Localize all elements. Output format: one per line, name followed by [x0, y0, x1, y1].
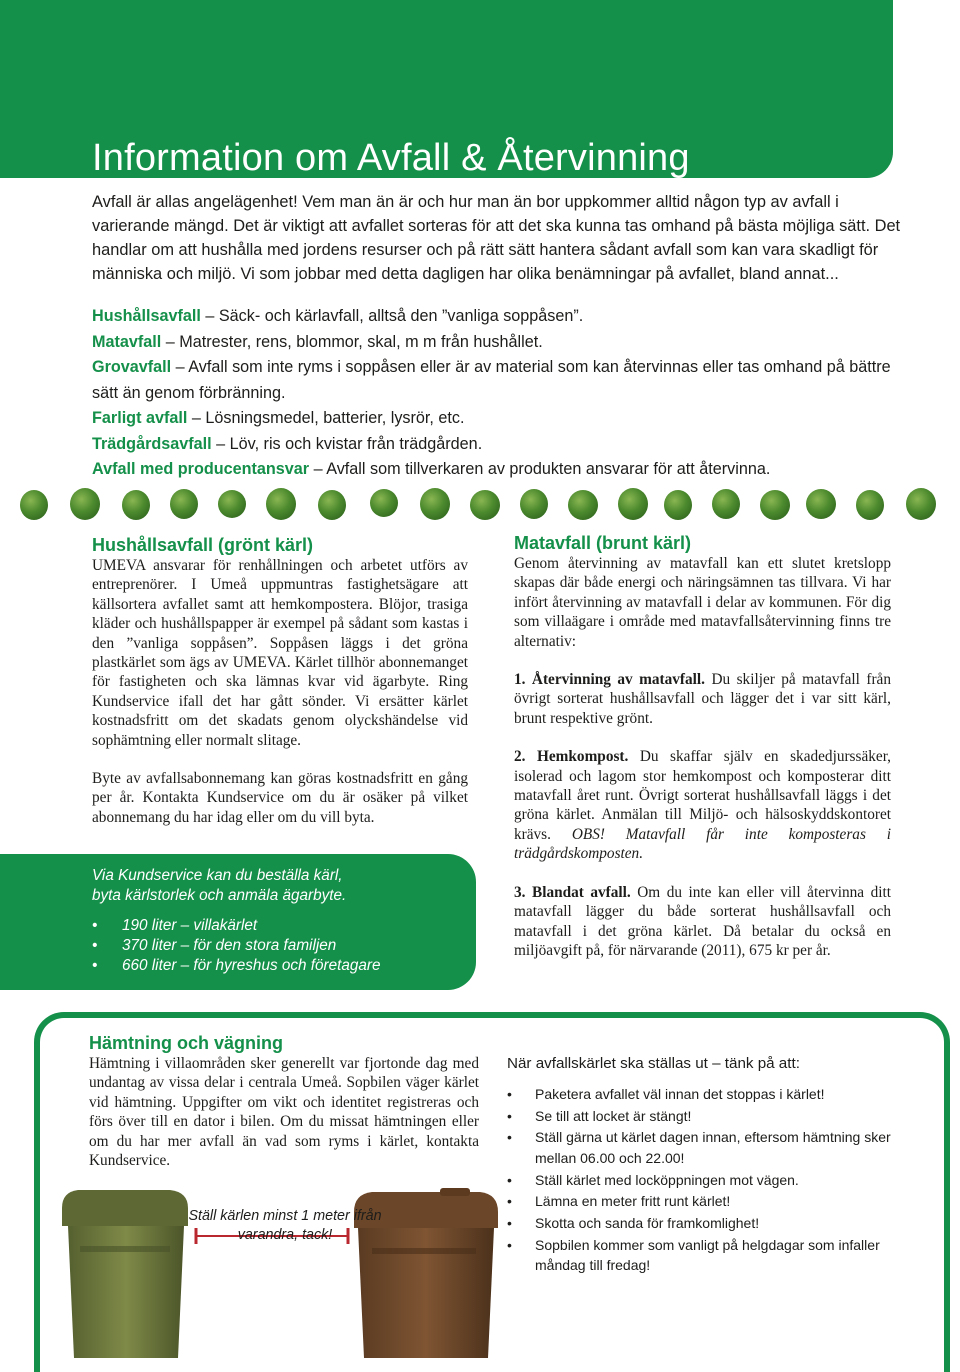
bin-caption-line: Ställ kärlen minst 1 meter ifrån: [188, 1208, 382, 1224]
alternative-note: OBS! Matavfall får inte komposteras i trädgårdskomposten.: [514, 825, 891, 863]
page-title: Information om Avfall & Återvinning: [92, 137, 690, 180]
leaf-dot-icon: [664, 490, 692, 520]
category-term: Avfall med producentansvar: [92, 460, 310, 478]
bin-caption-line: varandra, tack!: [237, 1227, 333, 1243]
alternative-title: 3. Blandat avfall.: [514, 883, 631, 901]
curb-tip: • Lämna en meter fritt runt kärlet!: [507, 1191, 900, 1212]
leaf-dot-icon: [760, 490, 790, 520]
leaf-dot-icon: [906, 488, 936, 520]
category-description: – Matrester, rens, blommor, skal, m m från hushållet.: [161, 332, 543, 351]
collection-heading: Hämtning och vägning: [89, 1033, 284, 1053]
order-intro: [92, 866, 422, 906]
leaf-dot-icon: [122, 490, 150, 520]
collection-section: [89, 1032, 479, 1170]
bin-size-list: [92, 916, 381, 976]
category-item: [92, 457, 907, 483]
category-term: Grovavfall: [92, 358, 172, 376]
leaf-dot-icon: [568, 490, 598, 520]
order-intro-line: Via Kundservice kan du beställa kärl,: [92, 867, 343, 884]
food-alternative-2: [514, 747, 891, 863]
leaf-dot-icon: [370, 489, 398, 517]
household-waste-section: [92, 534, 468, 827]
curb-tips-section: [507, 1054, 900, 1277]
household-heading: Hushållsavfall (grönt kärl): [92, 535, 314, 555]
curb-heading: När avfallskärlet ska ställas ut – tänk på att:: [507, 1055, 800, 1072]
waste-category-list: [92, 304, 907, 483]
category-item: [92, 304, 907, 330]
category-description: – Säck- och kärlavfall, alltså den ”vanliga soppåsen”.: [200, 307, 584, 325]
green-bin-icon: [62, 1190, 188, 1358]
curb-tip: • Ställ gärna ut kärlet dagen innan, eftersom hämtning sker mellan 06.00 och 22.00!: [507, 1127, 900, 1168]
alternative-title: 1. Återvinning av matavfall.: [514, 671, 705, 689]
category-description: – Lösningsmedel, batterier, lysrör, etc.: [187, 409, 465, 427]
leaf-dot-icon: [856, 490, 884, 520]
order-intro-line: byta kärlstorlek och anmäla ägarbyte.: [92, 887, 347, 904]
leaf-dot-icon: [266, 488, 296, 520]
bin-size-item: • 190 liter – villakärlet: [92, 916, 381, 936]
curb-tip: • Sopbilen kommer som vanligt på helgdagar som infaller måndag till fredag!: [507, 1235, 900, 1276]
food-intro: Genom återvinning av matavfall kan ett slutet kretslopp skapas där både energi och näringsämnen tas tillvara. Vi har infört återvinning av matavfall i delar av kommunen. För dig som villaägare i område med matavfallsåtervinning finns tre alternativ:: [514, 555, 891, 650]
curb-tip: • Skotta och sanda för framkomlighet!: [507, 1213, 900, 1234]
food-heading: Matavfall (brunt kärl): [514, 533, 692, 553]
bin-caption: [180, 1207, 390, 1245]
leaf-dot-icon: [318, 490, 346, 520]
alternative-title: 2. Hemkompost.: [514, 748, 629, 766]
leaf-dot-icon: [170, 489, 198, 519]
category-term: Trädgårdsavfall: [92, 434, 212, 453]
category-term: Matavfall: [92, 332, 162, 351]
food-alternative-1: [514, 670, 891, 728]
category-term: Hushållsavfall: [92, 307, 201, 325]
curb-tip: • Ställ kärlet med locköppningen mot vägen.: [507, 1170, 900, 1191]
collection-paragraph: Hämtning i villaområden sker generellt var fjortonde dag med undantag av vissa delar i centrala Umeå. Sopbilen väger kärlet vid hämtning. Uppgifter om vikt och identitet registreras och förs över till en dator i bilen. Om du missat hämtningen eller om du har mer avfall än vad som ryms i kärlet, kontakta Kundservice.: [89, 1055, 479, 1170]
alternative-text: Du skaffar själv en skadedjurssäker, isolerad och lagom stor hemkompost och komposterar ditt matavfall året runt. Övrigt sorterat hushållsavfall läggs i det gröna kärlet. Anmälan till Miljö- och hälsoskyddskontoret krävs.: [514, 748, 891, 843]
curb-tip: • Se till att locket är stängt!: [507, 1106, 900, 1127]
leaf-dot-icon: [520, 489, 548, 519]
order-info-box: [0, 854, 476, 990]
category-item: [92, 432, 907, 458]
category-description: – Avfall som inte ryms i soppåsen eller är av material som kan återvinnas eller tas omhand på bättre sätt än genom förbränning.: [92, 358, 891, 402]
curb-tip: • Paketera avfallet väl innan det stoppas i kärlet!: [507, 1084, 900, 1105]
category-item: [92, 406, 907, 432]
category-description: – Löv, ris och kvistar från trädgården.: [211, 434, 483, 453]
food-alternative-3: [514, 883, 891, 961]
alternative-text: Du skiljer på matavfall från övrigt sorterat hushållsavfall och lägger det i var sitt kärl, brunt respektive grönt.: [514, 671, 891, 727]
leaf-dot-icon: [806, 489, 836, 519]
bin-size-item: • 370 liter – för den stora familjen: [92, 936, 381, 956]
leaf-dot-icon: [70, 488, 100, 520]
leaf-dot-icon: [470, 490, 500, 520]
leaf-dot-icon: [712, 489, 740, 519]
category-term: Farligt avfall: [92, 409, 188, 427]
category-description: – Avfall som tillverkaren av produkten ansvarar för att återvinna.: [309, 460, 771, 478]
leaf-dot-icon: [420, 488, 450, 520]
curb-tip-list: [507, 1084, 900, 1276]
leaf-dot-icon: [218, 490, 246, 518]
subscription-paragraph: Byte av avfallsabonnemang kan göras kostnadsfritt en gång per år. Kontakta Kundservice om du är osäker på vilket abonnemang du har idag eller om du vill byta.: [92, 770, 468, 826]
intro-paragraph: Avfall är allas angelägenhet! Vem man än är och hur man än bor uppkommer alltid någon typ av avfall i varierande mängd. Det är viktigt att avfallet sorteras för att det ska kunna tas omhand på bästa möjliga sätt. Det handlar om att hushålla med jordens resurser och på rätt sätt hantera sådant avfall som kan vara skadligt för människa och miljö. Vi som jobbar med detta dagligen har olika benämningar på avfallet, bland annat...: [92, 193, 901, 283]
leaf-dot-divider: [0, 484, 960, 524]
alternative-text: Om du inte kan eller vill återvinna ditt matavfall lägger du både sorterat hushållsavfall och matavfall i det gröna kärlet. Då betalar du också en miljöavgift på, för närvarande (2011), 675 kr per år.: [514, 883, 891, 959]
category-item: [92, 355, 907, 406]
leaf-dot-icon: [20, 490, 48, 520]
food-waste-section: [514, 532, 891, 960]
category-item: [92, 330, 907, 356]
bin-size-item: • 660 liter – för hyreshus och företagare: [92, 956, 381, 976]
household-paragraph: UMEVA ansvarar för renhållningen och arbetet utförs av entreprenörer. I Umeå uppmuntras fastighetsägare att källsortera avfallet samt att hemkompostera. Blöjor, trasiga kläder och hushållspapper är exempel på sådant som kastas i den ”vanliga soppåsen”. Soppåsen läggs i det gröna plastkärlet som ägs av UMEVA. Kärlet tillhör abonnemanget för fastigheten och ska lämnas kvar vid ägarbyte. Ring Kundservice ifall det har gått sönder. Vi ersätter kärlet kostnadsfritt om det skadats genom olyckshändelse vid sophämtning eller normalt slitage.: [92, 557, 468, 749]
leaf-dot-icon: [618, 488, 648, 520]
header-banner: [0, 0, 893, 178]
